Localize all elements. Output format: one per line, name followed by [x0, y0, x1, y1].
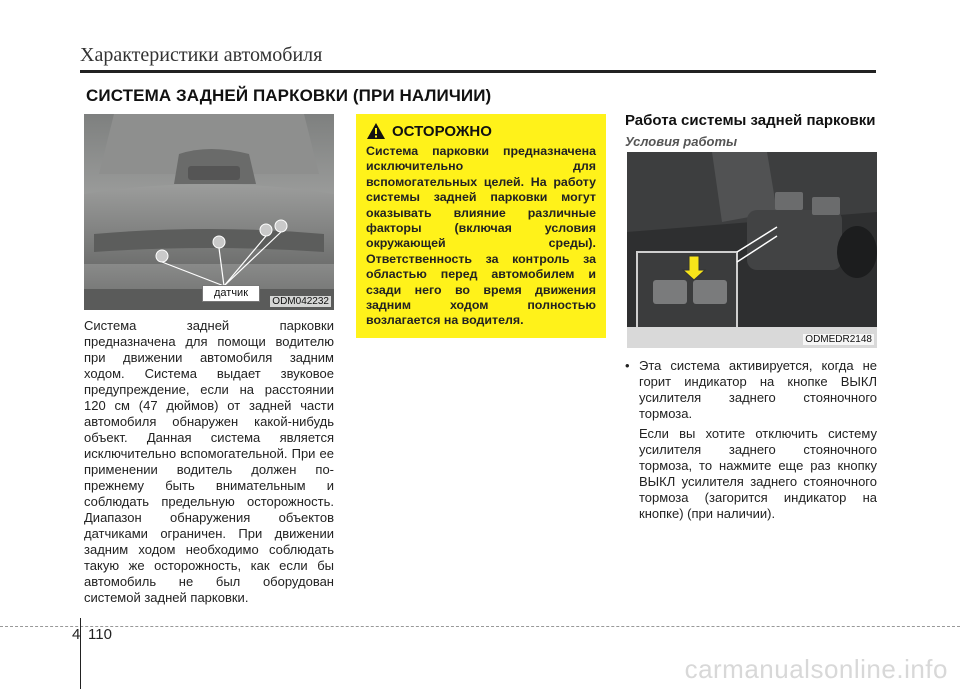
watermark: carmanualsonline.info — [684, 654, 948, 684]
section-title: СИСТЕМА ЗАДНЕЙ ПАРКОВКИ (ПРИ НАЛИЧИИ) — [86, 86, 492, 105]
list-item — [625, 358, 877, 422]
bullet-mark: • — [625, 358, 630, 373]
footer-dashed-rule — [0, 626, 960, 627]
subsection-subheading: Условия работы — [625, 134, 738, 149]
body-text-left: Система задней парковки предназначена для помощи водителю при движении автомобиля задним ходом. Система выдает звуковое предупреждение, если на расстоянии 120 см (47 дюймов) от задней части автомобиля обнаружен какой-нибудь объект. Данная система является исключительно вспомогательной. При ее применении водитель должен по-прежнему быть внимательным и соблюдать предельную осторожность. Диапазон обнаружения объектов датчиками ограничен. При движении задним ходом необходимо соблюдать такую же осторожность, как если бы автомобиль не был оборудован системой задней парковки. — [84, 318, 334, 605]
sensor-label: датчик — [202, 285, 260, 302]
running-header: Характеристики автомобиля — [80, 44, 323, 66]
figure-code: ODM042232 — [272, 296, 329, 307]
subsection-heading: Работа системы задней парковки — [625, 112, 876, 129]
console-illustration — [627, 152, 877, 348]
warning-title: ОСТОРОЖНО — [392, 122, 492, 140]
warning-box — [356, 114, 606, 338]
bullet-text: Эта система активируется, когда не горит индикатор на кнопке ВЫКЛ усилителя заднего стояночного тормоза. — [639, 358, 877, 421]
page-number: 110 — [88, 626, 112, 643]
warning-triangle-icon — [366, 122, 386, 140]
bullet-list — [625, 358, 877, 522]
rear-bumper-photo — [84, 114, 334, 310]
console-button-photo — [627, 152, 877, 348]
rear-bumper-illustration — [84, 114, 334, 310]
header-rule — [80, 70, 876, 73]
warning-header — [366, 122, 596, 140]
bullet-text-continued: Если вы хотите отключить систему усилителя заднего стояночного тормоза, то нажмите еще раз кнопку ВЫКЛ усилителя заднего стояночного тормоза (загорится индикатор на кнопке) (при наличии). — [639, 426, 877, 521]
warning-text: Система парковки предназначена исключительно для вспомогательных целей. На работу системы задней парковки могут оказывать влияние различные факторы (включая условия окружающей среды). Ответственность за контроль за областью перед автомобилем и сзади него во время движения задним ходом полностью возлагается на водителя. — [366, 144, 596, 328]
figure-code-right: ODMEDR2148 — [805, 334, 872, 345]
chapter-number: 4 — [72, 626, 81, 643]
